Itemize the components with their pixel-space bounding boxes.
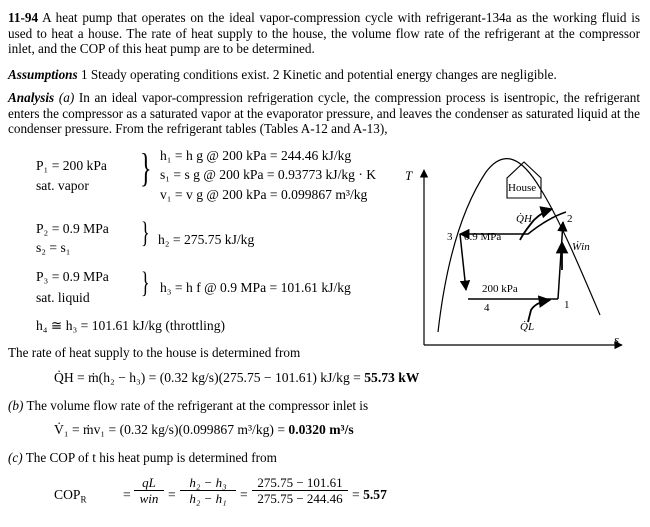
heat-eq: Q̇H = ṁ(h₂ − h₃) = (0.32 kg/s)(275.75 − 101.61) kJ/kg = bbox=[54, 370, 361, 385]
ql-arrow bbox=[528, 300, 550, 322]
part-b-result: 0.0320 m³/s bbox=[288, 422, 354, 437]
analysis-part: (a) bbox=[58, 90, 75, 105]
cop-result: 5.57 bbox=[363, 487, 387, 502]
analysis-label: Analysis bbox=[8, 90, 55, 105]
cop-fraction-3 bbox=[252, 475, 348, 506]
house-label: House bbox=[508, 182, 537, 194]
part-c-text bbox=[8, 450, 277, 465]
cop-eq4: = 5.57 bbox=[352, 487, 387, 502]
cycle-2-3 bbox=[460, 212, 566, 234]
fraction-2-numerator: h₂ − h₃ bbox=[189, 475, 227, 490]
win-label: Ẇin bbox=[572, 241, 590, 253]
heat-text: The rate of heat supply to the house is determined from bbox=[8, 345, 301, 360]
heat-result: 55.73 kW bbox=[364, 370, 420, 385]
cop-eq2: = bbox=[168, 487, 176, 502]
assumptions-text: 1 Steady operating conditions exist. 2 Kinetic and potential energy changes are negligible. bbox=[80, 67, 557, 82]
part-b-equation bbox=[54, 422, 354, 437]
state2-brace: } bbox=[141, 216, 150, 249]
low-pressure-label: 200 kPa bbox=[482, 283, 518, 295]
t-axis-label: T bbox=[405, 168, 413, 183]
cop-label: $COP_R$ bbox=[54, 487, 87, 505]
state3-enthalpy: h₃ = h f @ 0.9 MPa = 101.61 kJ/kg bbox=[160, 280, 351, 295]
problem-statement bbox=[8, 10, 640, 57]
fraction-1-numerator: qL bbox=[142, 475, 156, 490]
point-1-label: 1 bbox=[564, 299, 570, 311]
cop-fraction-1 bbox=[134, 475, 164, 506]
fraction-2-denominator: h₂ − h₁ bbox=[189, 491, 227, 506]
point-2-label: 2 bbox=[567, 213, 573, 225]
state1-enthalpy: h₁ = h g @ 200 kPa = 244.46 kJ/kg bbox=[160, 148, 352, 163]
analysis-text: In an ideal vapor-compression refrigeration cycle, the compression process is isentropic, the refrigerant enters the compressor as a saturated vapor at the evaporator pressure, and leaves the condenser as saturated liquid at the condenser pressure. From the refrigerant tables (Tables A-12 and A-13), bbox=[8, 90, 640, 136]
state2-entropy: s₂ = s₁ bbox=[36, 240, 71, 255]
state1-brace: } bbox=[140, 145, 152, 190]
s-axis-label: s bbox=[614, 332, 620, 347]
cop-eq3: = bbox=[240, 487, 248, 502]
state4-enthalpy: h₄ ≅ h₃ = 101.61 kJ/kg (throttling) bbox=[36, 318, 226, 333]
cycle-1-2 bbox=[558, 222, 563, 299]
state1-volume: v₁ = v g @ 200 kPa = 0.099867 m³/kg bbox=[160, 187, 368, 202]
fraction-1-denominator: win bbox=[139, 491, 159, 506]
state2-enthalpy: h₂ = 275.75 kJ/kg bbox=[158, 232, 255, 247]
part-b-text bbox=[8, 398, 368, 413]
cop-eq1: = bbox=[123, 487, 131, 502]
part-b-sentence: The volume flow rate of the refrigerant at the compressor inlet is bbox=[26, 398, 369, 413]
cycle-3-4 bbox=[460, 234, 466, 290]
qh-label: Q̇H bbox=[516, 213, 532, 225]
point-3-label: 3 bbox=[447, 231, 453, 243]
assumptions bbox=[8, 67, 640, 83]
state3-condition: sat. liquid bbox=[36, 290, 90, 305]
fraction-3-numerator: 275.75 − 101.61 bbox=[257, 475, 343, 490]
state1-entropy: s₁ = s g @ 200 kPa = 0.93773 kJ/kg · K bbox=[160, 167, 377, 182]
state1-condition: sat. vapor bbox=[36, 178, 89, 193]
ql-label: Q̇L bbox=[520, 321, 535, 333]
heat-equation bbox=[54, 370, 419, 385]
point-4-label: 4 bbox=[484, 302, 490, 314]
qh-arrow bbox=[520, 209, 552, 240]
cop-fraction-2 bbox=[180, 475, 236, 506]
saturation-dome bbox=[438, 159, 600, 332]
part-b-eq: V̇₁ = ṁv₁ = (0.32 kg/s)(0.099867 m³/kg) = bbox=[54, 422, 286, 437]
fraction-3-denominator: 275.75 − 244.46 bbox=[257, 491, 343, 506]
state3-brace: } bbox=[141, 266, 150, 299]
part-b-label: (b) bbox=[8, 398, 24, 413]
problem-number: 11-94 bbox=[8, 10, 39, 25]
high-pressure-label: 0.9 MPa bbox=[464, 231, 502, 243]
analysis bbox=[8, 90, 640, 137]
state3-pressure: P₃ = 0.9 MPa bbox=[36, 269, 109, 284]
problem-text: A heat pump that operates on the ideal vapor-compression cycle with refrigerant-134a as the working fluid is used to heat a house. The rate of heat supply to the house, the volume flow rate of the refrigerant at the compressor inlet, and the COP of this heat pump are to be determined. bbox=[8, 10, 640, 56]
house-icon bbox=[507, 162, 541, 198]
state2-pressure: P₂ = 0.9 MPa bbox=[36, 221, 109, 236]
state1-pressure: P₁ = 200 kPa bbox=[36, 158, 107, 173]
assumptions-label: Assumptions bbox=[8, 67, 78, 82]
part-c-sentence: The COP of t his heat pump is determined from bbox=[25, 450, 277, 465]
part-c-label: (c) bbox=[8, 450, 23, 465]
